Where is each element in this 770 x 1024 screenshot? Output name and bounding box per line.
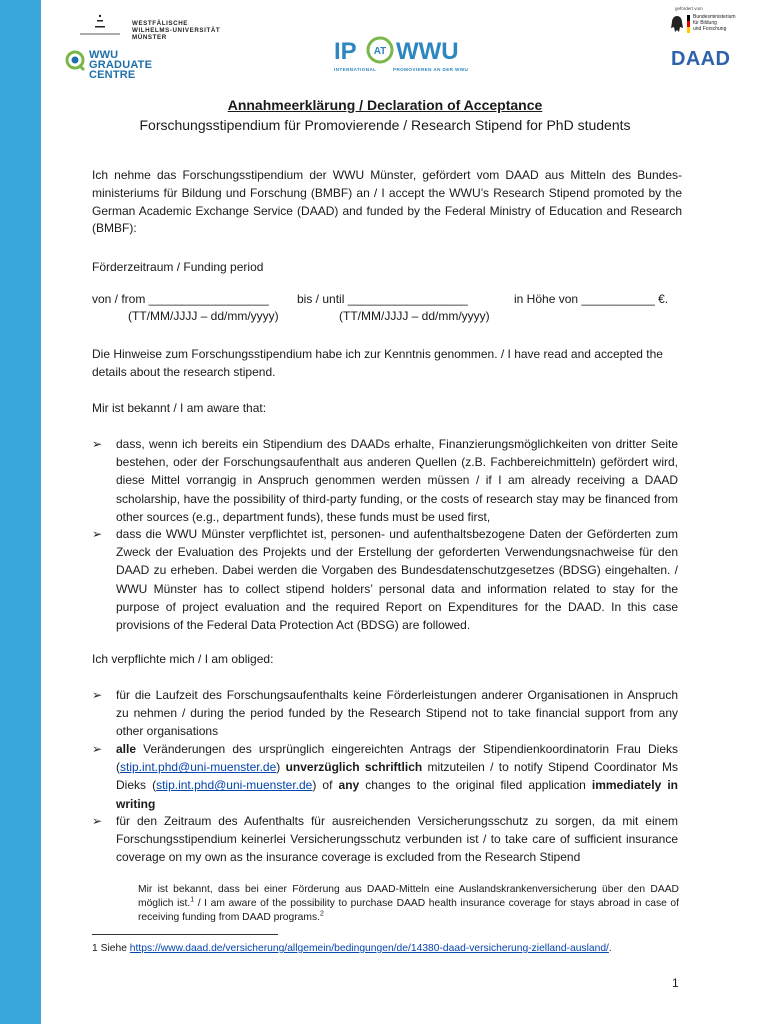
footnote (92, 942, 612, 956)
text-segment: ) of (312, 778, 339, 793)
coordinator-email-link[interactable]: stip.int.phd@uni-muenster.de (120, 760, 277, 775)
graduate-centre-line: WWU (89, 49, 119, 61)
text-segment: changes to the original filed application (359, 778, 592, 793)
bold-any: any (338, 778, 360, 793)
aware-item: dass, wenn ich bereits ein Stipendium des DAADs erhalte, Finanzierungsmöglichkeiten von dritter Seite bestehen, oder der Forschungsaufenthalt aus anderen Quellen (z.B. Fachbereichmitteln) gefördert wird, diese Mittel vorrangig in Anspruch genommen werden müssen / if I am already receiving a DAAD scholarship, have the possibility of third-party funding, or the costs of research stay may be financed from other sources (e.g., department funds), these funds must be used first, (116, 437, 678, 524)
coordinator-email-link[interactable]: stip.int.phd@uni-muenster.de (156, 778, 313, 793)
from-date-format: (TT/MM/JJJJ – dd/mm/yyyy) (128, 309, 279, 323)
wwu-name-line: WILHELMS-UNIVERSITÄT (132, 27, 221, 35)
bmbf-line: und Forschung (693, 25, 727, 32)
graduate-centre-line: GRADUATE (89, 59, 153, 71)
bmbf-line: Bundesministerium (693, 14, 736, 20)
aware-item: dass die WWU Münster verpflichtet ist, personen- und aufenthaltsbezogene Daten der Geförderten zum Zweck der Evaluation des Projekts und der Erstellung der geforderten Verwendungsnachweise für den DAAD zu erheben. Dabei werden die Vorgaben des Bundesdatenschutzgesetzes (BDSG) eingehalten. / WWU Münster has to collect stipend holders’ personal data and information related to stay for the purpose of project evaluation and the required Report on Expenditures for the DAAD. In this case provisions of the Federal Data Protection Act (BDSG) are followed. (116, 527, 678, 633)
footnote-prefix: 1 Siehe (92, 943, 130, 954)
obliged-item: für den Zeitraum des Aufenthalts für ausreichenden Versicherungsschutz zu sorgen, da mit einem Forschungsstipendium keinerlei Versicherungsschutz verbunden ist / to take care of sufficient insurance coverage on my own as the insurance coverage is excluded from the Research Stipend (116, 814, 678, 865)
footnote-ref: 2 (320, 910, 324, 918)
footnote-divider (92, 934, 278, 935)
bullet-arrow-icon: ➢ (92, 527, 103, 541)
graduate-centre-logo-text (89, 50, 152, 80)
bold-all: alle (116, 742, 137, 756)
left-accent-bar (0, 0, 41, 1024)
german-flag-stripe (687, 15, 690, 33)
from-date-field[interactable]: von / from __________________ (92, 292, 269, 306)
text-segment: Veränderungen des ursprünglich eingereichten Antrags der Stipendienkoordinatorin Frau Dieks ( (116, 742, 678, 775)
daad-logo: DAAD (671, 48, 731, 70)
at-text: AT (373, 46, 387, 57)
bullet-arrow-icon: ➢ (92, 742, 103, 756)
graduate-centre-mark (64, 49, 86, 71)
read-accepted-statement: Die Hinweise zum Forschungsstipendium habe ich zur Kenntnis genommen. / I have read and accepted the details about the research stipend. (92, 347, 663, 379)
bullet-arrow-icon: ➢ (92, 437, 103, 451)
ip-subtitle-left: INTERNATIONAL (334, 67, 377, 72)
obliged-item: für die Laufzeit des Forschungsaufenthalts keine Förderleistungen anderer Organisationen in Anspruch zu nehmen / during the period funded by the Research Stipend not to take financial support from any other organisations (116, 688, 678, 739)
bullet-arrow-icon: ➢ (92, 688, 103, 702)
obliged-heading: Ich verpflichte mich / I am obliged: (92, 652, 274, 666)
ip-text: IP (334, 38, 357, 65)
page-number: 1 (672, 976, 679, 990)
wwu-text: WWU (396, 38, 459, 65)
bmbf-line: für Bildung (693, 19, 717, 26)
until-date-format: (TT/MM/JJJJ – dd/mm/yyyy) (339, 309, 490, 323)
insurance-note (138, 883, 679, 925)
acceptance-statement: Ich nehme das Forschungsstipendium der WWU Münster, gefördert vom DAAD aus Mitteln des Bundes-ministeriums für Bildung und Forschung (BMBF) an / I accept the WWU’s Research Stipend promoted by the German Academic Exchange Service (DAAD) and funded by the Federal Ministry of Education and Research (BMBF): (92, 168, 682, 236)
obliged-item-notify-changes (116, 740, 678, 813)
bold-immediately-written: unverzüglich schriftlich (285, 760, 423, 775)
note-text: / I am aware of the possibility to purchase DAAD health insurance coverage for stays abroad in case of receiving funding from DAAD programs. (138, 897, 680, 923)
graduate-centre-line: CENTRE (89, 69, 136, 81)
wwu-name-line: MÜNSTER (132, 34, 167, 42)
text-segment: ) (276, 760, 286, 775)
footnote-ref: 1 (190, 896, 195, 904)
bold-immediately-in-writing: immediately in writing (116, 778, 678, 811)
wwu-name-line: WESTFÄLISCHE (132, 20, 189, 27)
amount-field[interactable]: in Höhe von ___________ €. (514, 292, 669, 306)
text-segment: mitzuteilen / to notify Stipend Coordinator Ms Dieks ( (116, 760, 678, 793)
page-title: Annahmeerklärung / Declaration of Acceptance (227, 97, 543, 113)
note-text: Mir ist bekannt, dass bei einer Förderung aus DAAD-Mitteln eine Auslandskrankenversicherung über den DAAD möglich ist. (138, 884, 679, 909)
page-subtitle: Forschungsstipendium für Promovierende / Research Stipend for PhD students (139, 117, 631, 133)
aware-heading: Mir ist bekannt / I am aware that: (92, 401, 267, 415)
footnote-link[interactable]: https://www.daad.de/versicherung/allgemein/bedingungen/de/14380-daad-versicherung-zielland-ausland/ (129, 943, 609, 954)
federal-eagle-icon (670, 14, 684, 36)
until-date-field[interactable]: bis / until __________________ (297, 292, 468, 306)
ip-subtitle-right: PROMOVIEREN AN DER WWU (393, 67, 469, 72)
footnote-suffix: . (608, 943, 612, 954)
funding-period-label: Förderzeitraum / Funding period (92, 260, 264, 274)
wwu-university-name (132, 20, 220, 42)
bmbf-logo-text (693, 15, 736, 32)
wwu-crest-logo (80, 12, 120, 42)
bullet-arrow-icon: ➢ (92, 814, 103, 828)
supported-by-label: gefördert vom (675, 6, 703, 11)
